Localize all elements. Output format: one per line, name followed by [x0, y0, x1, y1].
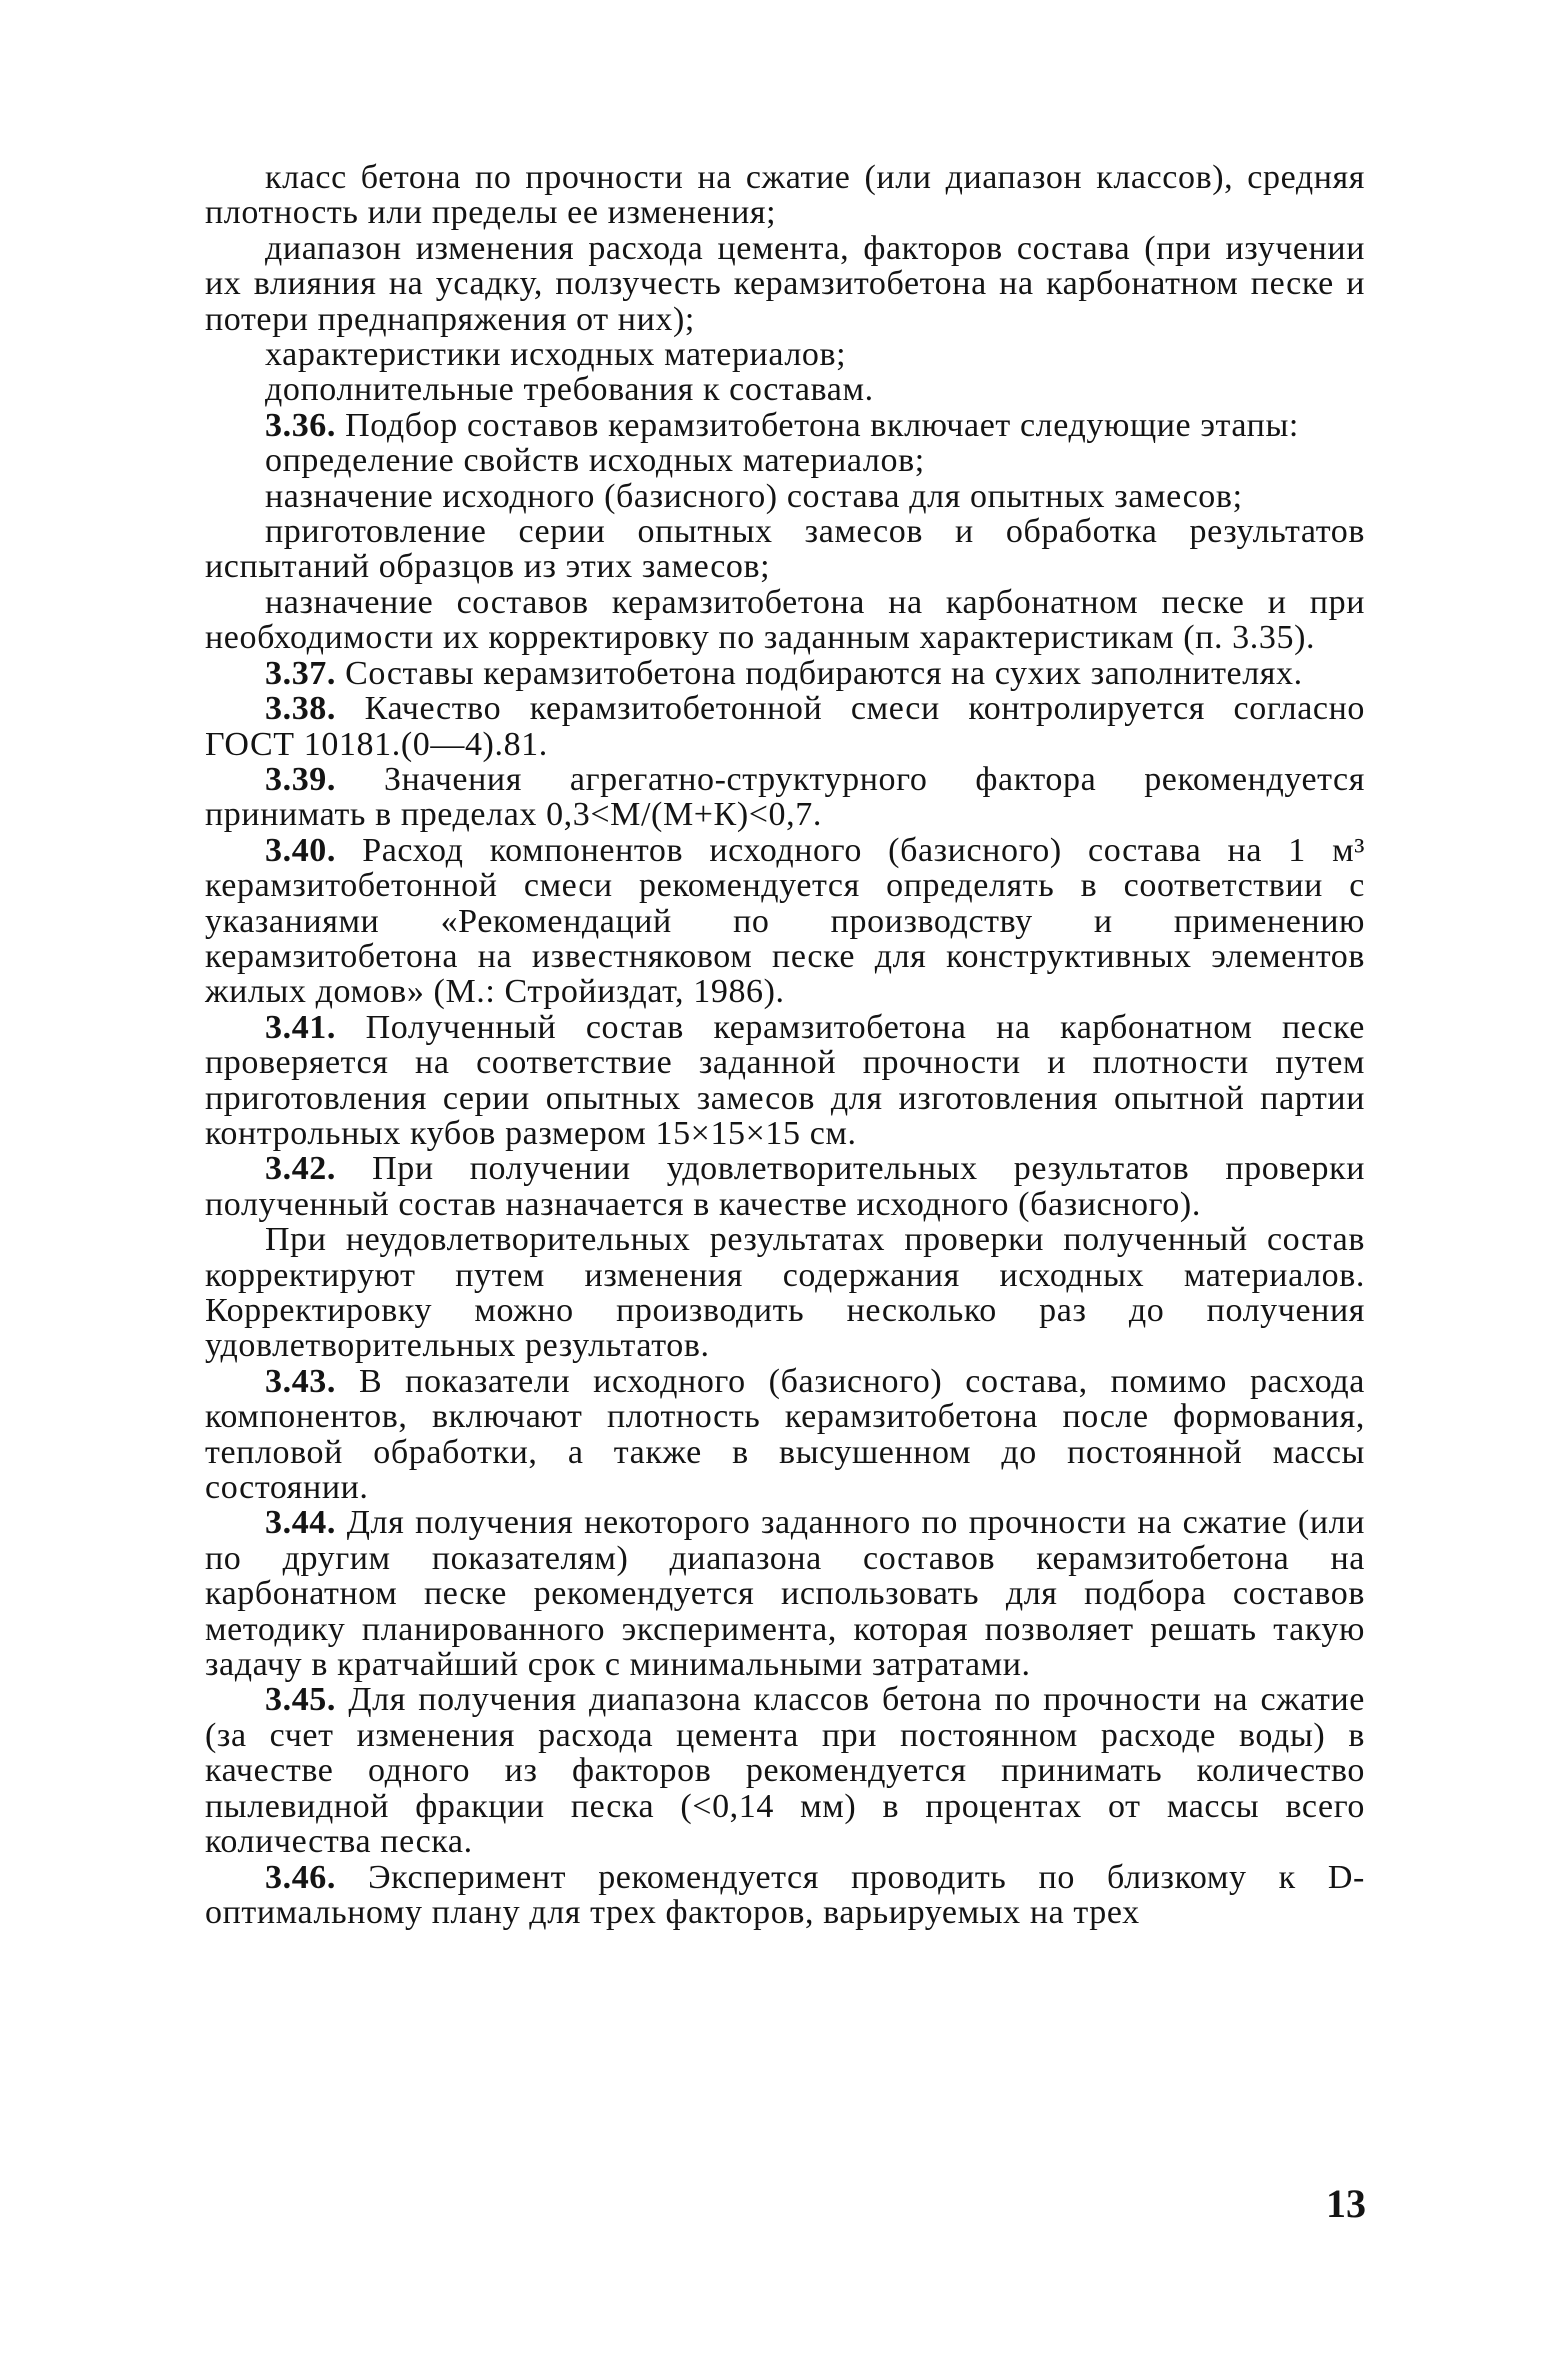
- paragraph: [205, 1505, 1365, 1682]
- paragraph-text: Составы керамзитобетона подбираются на сухих заполнителях.: [345, 654, 1303, 692]
- paragraph-number: 3.40.: [265, 831, 336, 869]
- paragraph-text: При получении удовлетворительных результатов проверки полученный состав назначается в качестве исходного (базисного).: [205, 1150, 1366, 1223]
- paragraph-number: 3.39.: [265, 760, 336, 798]
- paragraph: [205, 337, 1365, 372]
- paragraph-number: 3.37.: [265, 654, 336, 692]
- paragraph: [205, 656, 1365, 691]
- paragraph-number: 3.44.: [265, 1504, 336, 1542]
- paragraph-text: назначение составов керамзитобетона на карбонатном песке и при необходимости их корректировку по заданным характеристикам (п. 3.35).: [205, 583, 1365, 657]
- paragraph-text: Подбор составов керамзитобетона включает следующие этапы:: [345, 406, 1299, 444]
- paragraph-text: В показатели исходного (базисного) состава, помимо расхода компонентов, включают плотность керамзитобетона после формования, тепловой обработки, а также в высушенном до постоянной массы состоянии.: [205, 1362, 1365, 1507]
- paragraph-text: При неудовлетворительных результатах проверки полученный состав корректируют путем изменения содержания исходных материалов. Корректировку можно производить несколько раз до получения удовлетворительных результатов.: [205, 1221, 1365, 1365]
- paragraph-number: 3.38.: [265, 690, 336, 728]
- paragraph-text: Качество керамзитобетонной смеси контролируется согласно ГОСТ 10181.(0—4).81.: [205, 690, 1365, 763]
- paragraph-text: Расход компонентов исходного (базисного) состава на 1 м³ керамзитобетонной смеси рекомендуется определять в соответствии с указаниями «Рекомендаций по производству и применению керамзитобетона на известняковом песке для конструктивных элементов жилых домов» (М.: Стройиздат, 1986).: [205, 831, 1365, 1011]
- page-number: 13: [1326, 2181, 1366, 2226]
- paragraph-text: характеристики исходных материалов;: [265, 336, 847, 374]
- paragraph: [205, 408, 1365, 443]
- paragraph: [205, 231, 1365, 337]
- paragraph: [205, 1222, 1365, 1364]
- paragraph: [205, 585, 1365, 656]
- paragraph-number: 3.42.: [265, 1150, 336, 1188]
- paragraph-number: 3.43.: [265, 1362, 336, 1400]
- paragraph: [205, 1860, 1365, 1931]
- body-text: [205, 160, 1365, 1930]
- paragraph: [205, 372, 1365, 407]
- paragraph-number: 3.46.: [265, 1858, 336, 1896]
- paragraph: [205, 160, 1365, 231]
- paragraph-text: Значения агрегатно-структурного фактора рекомендуется принимать в пределах 0,3<М/(М+К)<0,7.: [205, 760, 1365, 834]
- paragraph-text: класс бетона по прочности на сжатие (или диапазон классов), средняя плотность или пределы ее изменения;: [205, 159, 1365, 232]
- paragraph-text: дополнительные требования к составам.: [265, 371, 874, 409]
- paragraph-text: Полученный состав керамзитобетона на карбонатном песке проверяется на соответствие заданной прочности и плотности путем приготовления серии опытных замесов для изготовления опытной партии контрольных кубов размером 15×15×15 см.: [205, 1008, 1365, 1152]
- paragraph-number: 3.41.: [265, 1008, 336, 1046]
- paragraph: [205, 1010, 1365, 1152]
- paragraph: [205, 762, 1365, 833]
- paragraph-text: Для получения некоторого заданного по прочности на сжатие (или по другим показателям) диапазона составов керамзитобетона на карбонатном песке рекомендуется использовать для подбора составов методику планированного эксперимента, которая позволяет решать такую задачу в кратчайший срок с минимальными затратами.: [205, 1504, 1366, 1684]
- paragraph-text: приготовление серии опытных замесов и обработка результатов испытаний образцов из этих замесов;: [205, 513, 1365, 586]
- paragraph: [205, 1682, 1365, 1859]
- paragraph-number: 3.36.: [265, 406, 336, 444]
- paragraph-number: 3.45.: [265, 1681, 336, 1719]
- paragraph: [205, 443, 1365, 478]
- paragraph-text: Для получения диапазона классов бетона по прочности на сжатие (за счет изменения расхода цемента при постоянном расходе воды) в качестве одного из факторов рекомендуется принимать количество пылевидной фракции песка (<0,14 мм) в процентах от массы всего количества песка.: [205, 1681, 1365, 1861]
- paragraph-text: определение свойств исходных материалов;: [265, 442, 925, 480]
- paragraph-text: диапазон изменения расхода цемента, факторов состава (при изучении их влияния на усадку, ползучесть керамзитобетона на карбонатном песке и потери преднапряжения от них);: [205, 229, 1365, 338]
- paragraph: [205, 514, 1365, 585]
- paragraph: [205, 1151, 1365, 1222]
- paragraph: [205, 833, 1365, 1010]
- paragraph: [205, 691, 1365, 762]
- paragraph: [205, 1364, 1365, 1506]
- paragraph: [205, 479, 1365, 514]
- paragraph-text: назначение исходного (базисного) состава для опытных замесов;: [265, 477, 1243, 515]
- paragraph-text: Эксперимент рекомендуется проводить по близкому к D-оптимальному плану для трех факторов, варьируемых на трех: [205, 1858, 1365, 1931]
